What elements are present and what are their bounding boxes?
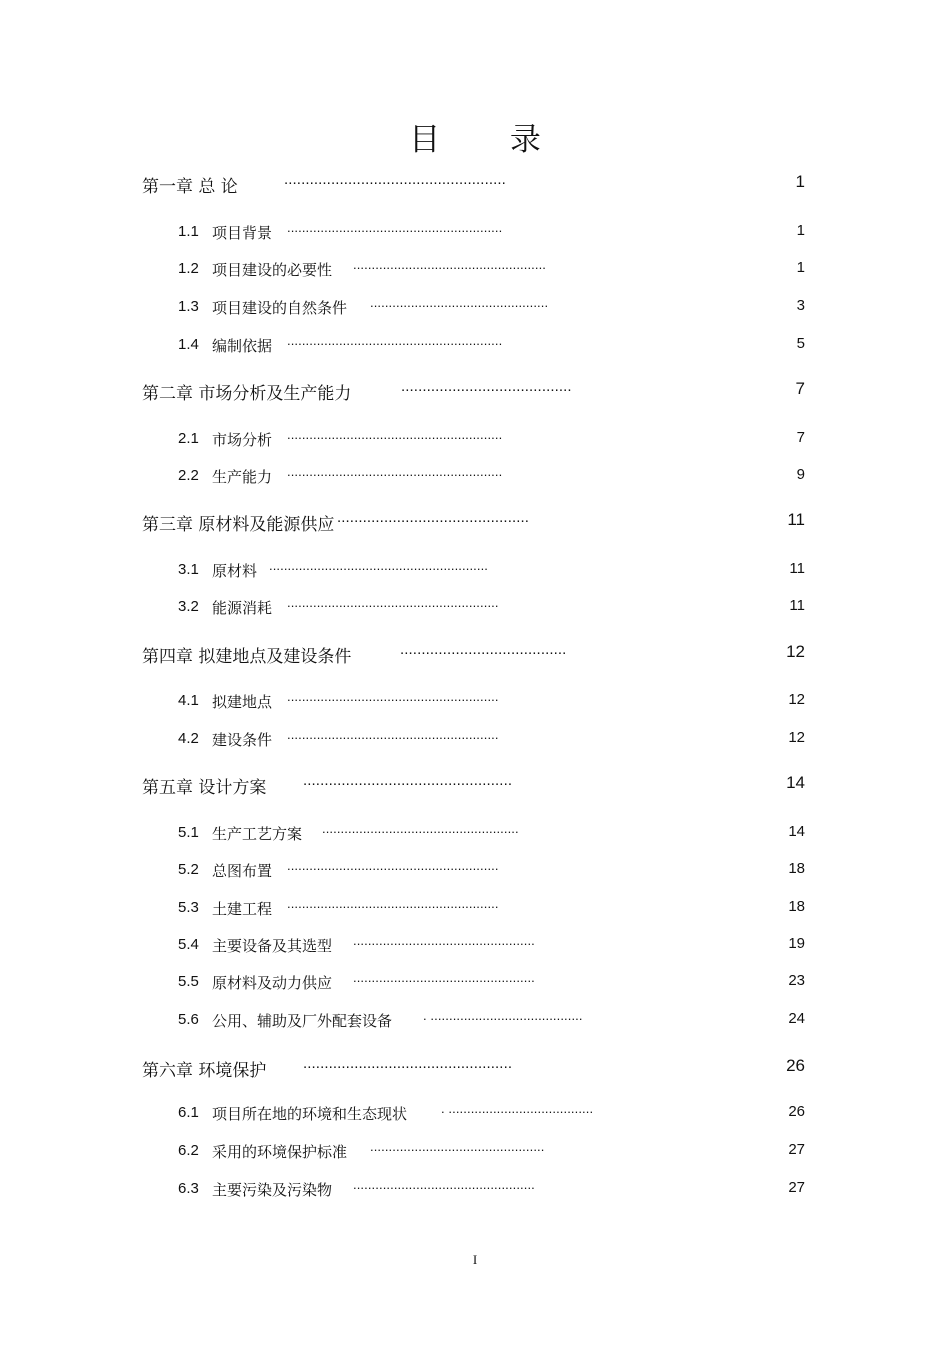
section-title: 生产能力 <box>212 468 273 486</box>
page-reference: 19 <box>788 935 805 952</box>
dot-leader: ..................................................... <box>322 821 519 836</box>
dot-leader: ......................................................... <box>287 858 499 873</box>
section-title: 项目背景 <box>212 224 273 242</box>
page-reference: 23 <box>788 972 805 989</box>
toc-section-row[interactable] <box>0 933 950 957</box>
section-number: 2.1 <box>178 430 199 447</box>
toc-section-row[interactable] <box>0 333 950 357</box>
section-number: 4.2 <box>178 730 199 747</box>
section-title: 建设条件 <box>212 731 273 749</box>
section-title: 公用、辅助及厂外配套设备 <box>212 1012 393 1030</box>
page-reference: 5 <box>796 335 805 352</box>
chapter-title: 第六章 环境保护 <box>142 1061 267 1081</box>
section-number: 2.2 <box>178 467 199 484</box>
dot-leader: ......................................................... <box>287 727 499 742</box>
section-title: 拟建地点 <box>212 693 273 711</box>
page-number-footer: I <box>472 1252 478 1267</box>
section-title: 采用的环境保护标准 <box>212 1143 348 1161</box>
page-reference: 7 <box>795 379 805 398</box>
toc-section-row[interactable] <box>0 821 950 845</box>
section-title: 能源消耗 <box>212 599 273 617</box>
dot-leader: ............................................. <box>337 509 530 526</box>
section-number: 5.3 <box>178 899 199 916</box>
section-number: 1.4 <box>178 336 199 353</box>
toc-section-row[interactable] <box>0 1101 950 1125</box>
chapter-title: 第一章 总 论 <box>142 177 238 197</box>
toc-section-row[interactable] <box>0 858 950 882</box>
section-number: 1.1 <box>178 223 199 240</box>
section-number: 5.4 <box>178 936 199 953</box>
section-title: 项目建设的必要性 <box>212 261 333 279</box>
section-title: 主要设备及其选型 <box>212 937 333 955</box>
dot-leader: ......................................................... <box>287 689 499 704</box>
toc-section-row[interactable] <box>0 896 950 920</box>
section-number: 6.1 <box>178 1104 199 1121</box>
page-reference: 18 <box>788 860 805 877</box>
page-reference: 27 <box>788 1141 805 1158</box>
dot-leader: ............................................... <box>370 1139 545 1154</box>
toc-section-row[interactable] <box>0 1177 950 1201</box>
toc-chapter-row[interactable] <box>0 1056 950 1080</box>
section-title: 项目所在地的环境和生态现状 <box>212 1105 408 1123</box>
toc-section-row[interactable] <box>0 257 950 281</box>
toc-chapter-row[interactable] <box>0 172 950 196</box>
toc-section-row[interactable] <box>0 689 950 713</box>
section-title: 土建工程 <box>212 900 273 918</box>
toc-section-row[interactable] <box>0 295 950 319</box>
dot-leader: .................................................... <box>284 171 506 188</box>
page-reference: 24 <box>788 1010 805 1027</box>
toc-chapter-row[interactable] <box>0 773 950 797</box>
chapter-title: 第二章 市场分析及生产能力 <box>142 384 352 404</box>
section-number: 3.1 <box>178 561 199 578</box>
section-number: 5.5 <box>178 973 199 990</box>
toc-section-row[interactable] <box>0 970 950 994</box>
page-reference: 11 <box>787 510 805 529</box>
dot-leader: ................................................. <box>353 1177 535 1192</box>
page-reference: 3 <box>796 297 805 314</box>
dot-leader: .......................................................... <box>287 220 503 235</box>
section-title: 原材料 <box>212 562 258 580</box>
toc-section-row[interactable] <box>0 427 950 451</box>
toc-title: 目 录 <box>409 122 571 158</box>
dot-leader: ......................................................... <box>287 896 499 911</box>
toc-section-row[interactable] <box>0 558 950 582</box>
dot-leader: .......................................................... <box>287 427 503 442</box>
section-number: 5.1 <box>178 824 199 841</box>
section-number: 3.2 <box>178 598 199 615</box>
dot-leader: ......................................................... <box>287 595 499 610</box>
toc-chapter-row[interactable] <box>0 510 950 534</box>
toc-chapter-row[interactable] <box>0 642 950 666</box>
dot-leader: ................................................. <box>303 1055 513 1072</box>
dot-leader: ................................................. <box>353 970 535 985</box>
section-title: 原材料及动力供应 <box>212 974 333 992</box>
dot-leader: .................................................... <box>353 257 547 272</box>
toc-section-row[interactable] <box>0 595 950 619</box>
toc-section-row[interactable] <box>0 1008 950 1032</box>
chapter-title: 第三章 原材料及能源供应 <box>142 515 335 535</box>
dot-leader: ................................................. <box>353 933 535 948</box>
section-number: 1.3 <box>178 298 199 315</box>
page-reference: 27 <box>788 1179 805 1196</box>
page-reference: 11 <box>789 560 805 577</box>
dot-leader: ........................................ <box>401 378 572 395</box>
page-reference: 1 <box>796 222 805 239</box>
page-reference: 9 <box>796 466 805 483</box>
dot-leader: ........................................................... <box>269 558 488 573</box>
section-number: 6.3 <box>178 1180 199 1197</box>
page-reference: 11 <box>789 597 805 614</box>
page-reference: 1 <box>796 259 805 276</box>
page-reference: 7 <box>796 429 805 446</box>
dot-leader: ................................................ <box>370 295 549 310</box>
dot-leader: . ....................................... <box>441 1101 594 1116</box>
section-number: 1.2 <box>178 260 199 277</box>
page-reference: 12 <box>788 729 805 746</box>
section-title: 总图布置 <box>212 862 273 880</box>
page-reference: 12 <box>786 642 805 661</box>
toc-section-row[interactable] <box>0 464 950 488</box>
section-title: 编制依据 <box>212 337 273 355</box>
section-title: 主要污染及污染物 <box>212 1181 333 1199</box>
dot-leader: ................................................. <box>303 772 513 789</box>
section-number: 4.1 <box>178 692 199 709</box>
toc-section-row[interactable] <box>0 220 950 244</box>
chapter-title: 第五章 设计方案 <box>142 778 267 798</box>
page-reference: 18 <box>788 898 805 915</box>
toc-chapter-row[interactable] <box>0 379 950 403</box>
dot-leader: .......................................................... <box>287 333 503 348</box>
page-reference: 14 <box>786 773 805 792</box>
section-number: 6.2 <box>178 1142 199 1159</box>
toc-section-row[interactable] <box>0 727 950 751</box>
dot-leader: . ......................................... <box>423 1008 583 1023</box>
section-title: 项目建设的自然条件 <box>212 299 348 317</box>
section-title: 市场分析 <box>212 431 273 449</box>
section-number: 5.6 <box>178 1011 199 1028</box>
chapter-title: 第四章 拟建地点及建设条件 <box>142 647 352 667</box>
dot-leader: .......................................................... <box>287 464 503 479</box>
page-reference: 1 <box>795 172 805 191</box>
section-title: 生产工艺方案 <box>212 825 303 843</box>
page-reference: 14 <box>788 823 805 840</box>
dot-leader: ....................................... <box>400 641 567 658</box>
page-reference: 26 <box>786 1056 805 1075</box>
toc-section-row[interactable] <box>0 1139 950 1163</box>
section-number: 5.2 <box>178 861 199 878</box>
page-reference: 12 <box>788 691 805 708</box>
page-reference: 26 <box>788 1103 805 1120</box>
